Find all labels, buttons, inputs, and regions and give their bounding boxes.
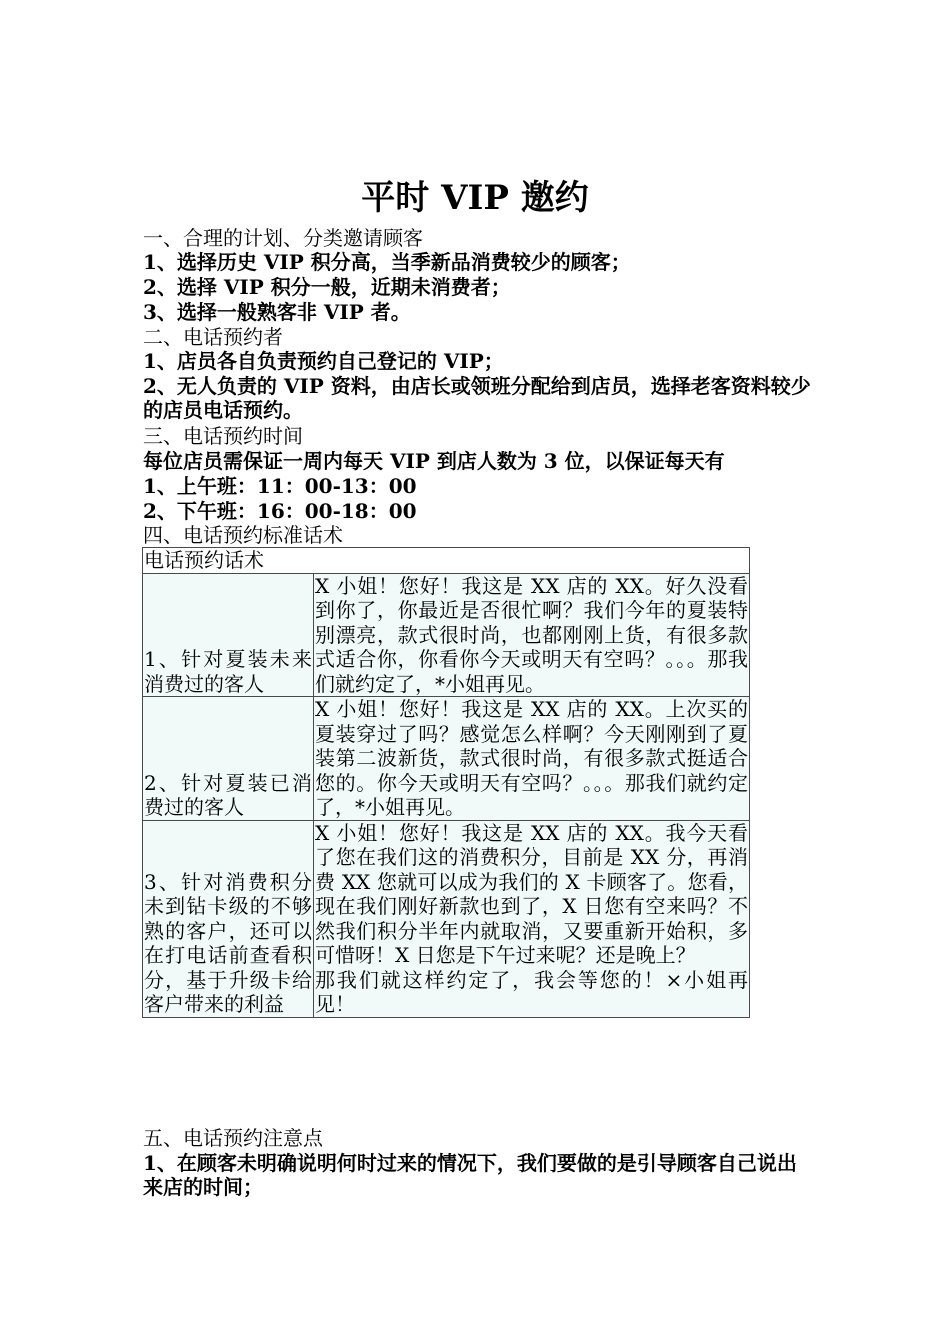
section-3-item: 2、下午班：16：00-18：00 (143, 499, 417, 523)
script-closing: 那我们就这样约定了，我会等您的！×小姐再见！ (315, 967, 748, 1016)
script-cell: X 小姐！您好！我这是 XX 店的 XX。上次买的夏装穿过了吗？感觉怎么样啊？今天刚刚到了夏装第二波新货，款式很时尚，有很多款式挺适合您的。你今天或明天有空吗？。。。那我们就约定了，*小姐再见。 (315, 697, 748, 819)
script-cell: X 小姐！您好！我这是 XX 店的 XX。好久没看到你了，你最近是否很忙啊？我们今年的夏装特别漂亮，款式很时尚，也都刚刚上货，有很多款式适合你，你看你今天或明天有空吗？。。。那我们就约定了，*小姐再见。 (315, 573, 748, 696)
table-row (143, 820, 750, 1017)
case-cell: 3、针对消费积分未到钻卡级的不够熟的客户，还可以在打电话前查看积分，基于升级卡给客户带来的利益 (143, 820, 314, 1017)
case-cell: 2、针对夏装已消费过的客人 (143, 697, 314, 821)
section-5-item: 1、在顾客未明确说明何时过来的情况下，我们要做的是引导顾客自己说出来店的时间； (143, 1151, 797, 1199)
section-3-item: 1、上午班：11：00-13：00 (143, 474, 417, 498)
section-4-heading: 四、电话预约标准话术 (143, 523, 343, 547)
section-1-heading: 一、合理的计划、分类邀请顾客 (143, 226, 423, 250)
script-text: X 小姐！您好！我这是 XX 店的 XX。我今天看了您在我们这的消费积分，目前是 XX 分，再消费 XX 您就可以成为我们的 X 卡顾客了。您看，现在我们刚好新款也到了，X 日您有空来吗？不然我们积分半年内就取消，又要重新开始积，多可惜呀！X 日您是下午过来呢？还是晚上？ (315, 820, 748, 967)
section-1-item: 3、选择一般熟客非 VIP 者。 (143, 300, 411, 324)
page-title: 平时 VIP 邀约 (361, 178, 589, 218)
section-1-item: 2、选择 VIP 积分一般，近期未消费者； (143, 275, 511, 299)
section-2-heading: 二、电话预约者 (143, 325, 283, 349)
section-3-intro: 每位店员需保证一周内每天 VIP 到店人数为 3 位，以保证每天有 (143, 449, 725, 473)
script-table (142, 547, 750, 1018)
section-2-item: 2、无人负责的 VIP 资料，由店长或领班分配给到店员，选择老客资料较少的店员电话预约。 (143, 374, 811, 422)
section-1-item: 1、选择历史 VIP 积分高，当季新品消费较少的顾客； (143, 250, 631, 274)
section-2-item: 1、店员各自负责预约自己登记的 VIP； (143, 349, 504, 373)
table-row (143, 573, 750, 697)
table-row (143, 697, 750, 821)
table-header-row (143, 548, 750, 574)
table-header: 电话预约话术 (143, 548, 750, 574)
section-5-heading: 五、电话预约注意点 (143, 1126, 323, 1150)
case-cell: 1、针对夏装未来消费过的客人 (143, 573, 314, 697)
script-cell (314, 820, 750, 1017)
section-3-heading: 三、电话预约时间 (143, 424, 303, 448)
